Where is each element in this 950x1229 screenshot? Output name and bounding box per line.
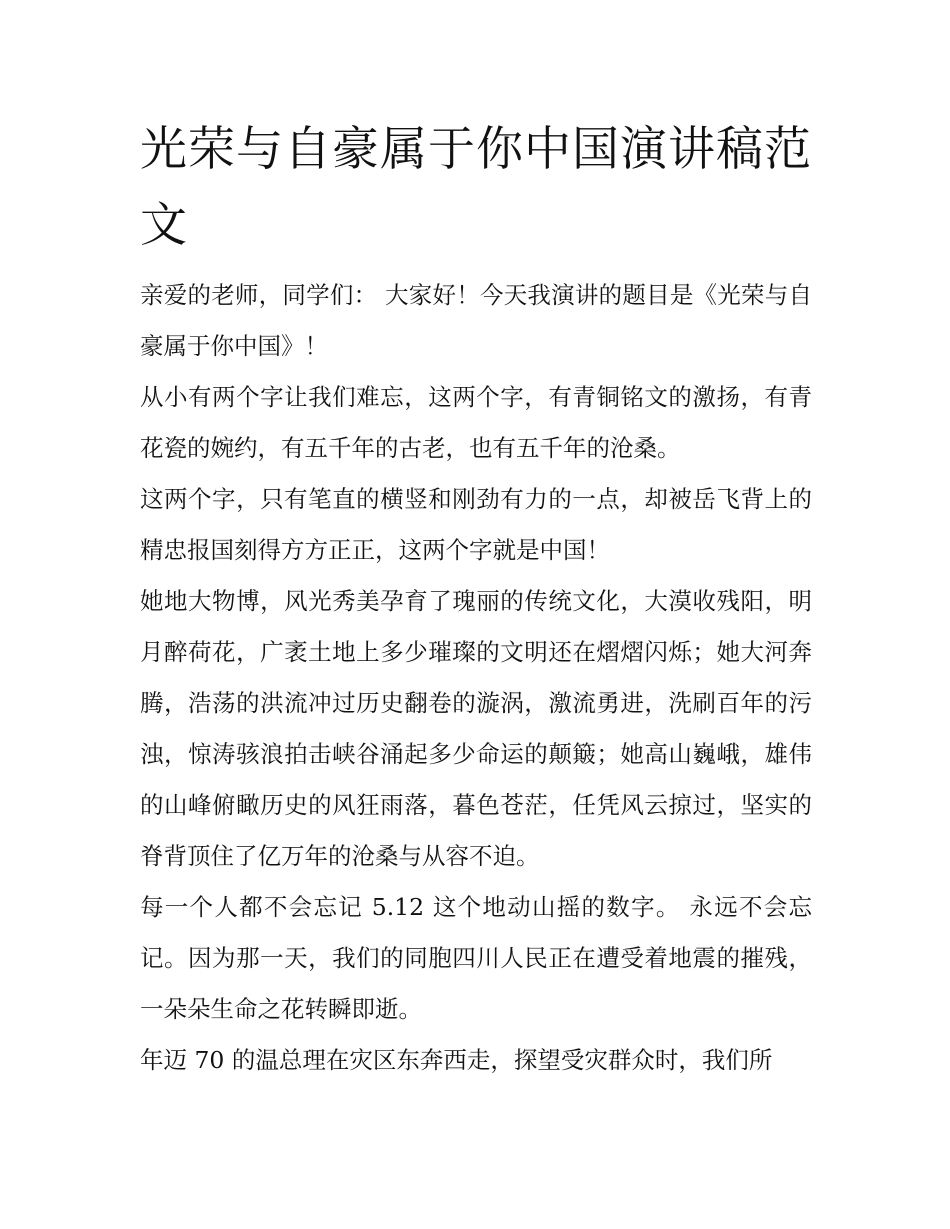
document-title: 光荣与自豪属于你中国演讲稿范文 <box>140 122 812 253</box>
paragraph-premier: 年迈 70 的温总理在灾区东奔西走，探望受灾群众时，我们所 <box>140 1046 773 1074</box>
document-page <box>140 112 812 1086</box>
paragraph-landscape: 她地大物博，风光秀美孕育了瑰丽的传统文化，大漠收残阳，明月醉荷花，广袤土地上多少璀璨的文明还在熠熠闪烁；她大河奔腾，浩荡的洪流冲过历史翻卷的漩涡，激流勇进，洗刷百年的污浊，惊涛骇浪拍击峡谷涌起多少命运的颠簸；她高山巍峨，雄伟的山峰俯瞰历史的风狂雨落，暮色苍茫，任凭风云掠过，坚实的脊背顶住了亿万年的沧桑与从容不迫。 <box>140 587 812 870</box>
paragraph-china: 这两个字，只有笔直的横竖和刚劲有力的一点，却被岳飞背上的精忠报国刻得方方正正，这两个字就是中国！ <box>140 485 812 564</box>
paragraph-two-characters: 从小有两个字让我们难忘，这两个字，有青铜铭文的激扬，有青花瓷的婉约，有五千年的古老，也有五千年的沧桑。 <box>140 383 812 462</box>
paragraph-earthquake: 每一个人都不会忘记 5.12 这个地动山摇的数字。 永远不会忘记。因为那一天，我们的同胞四川人民正在遭受着地震的摧残，一朵朵生命之花转瞬即逝。 <box>140 893 812 1023</box>
paragraph-greeting: 亲爱的老师，同学们： 大家好！今天我演讲的题目是《光荣与自豪属于你中国》！ <box>140 281 812 360</box>
